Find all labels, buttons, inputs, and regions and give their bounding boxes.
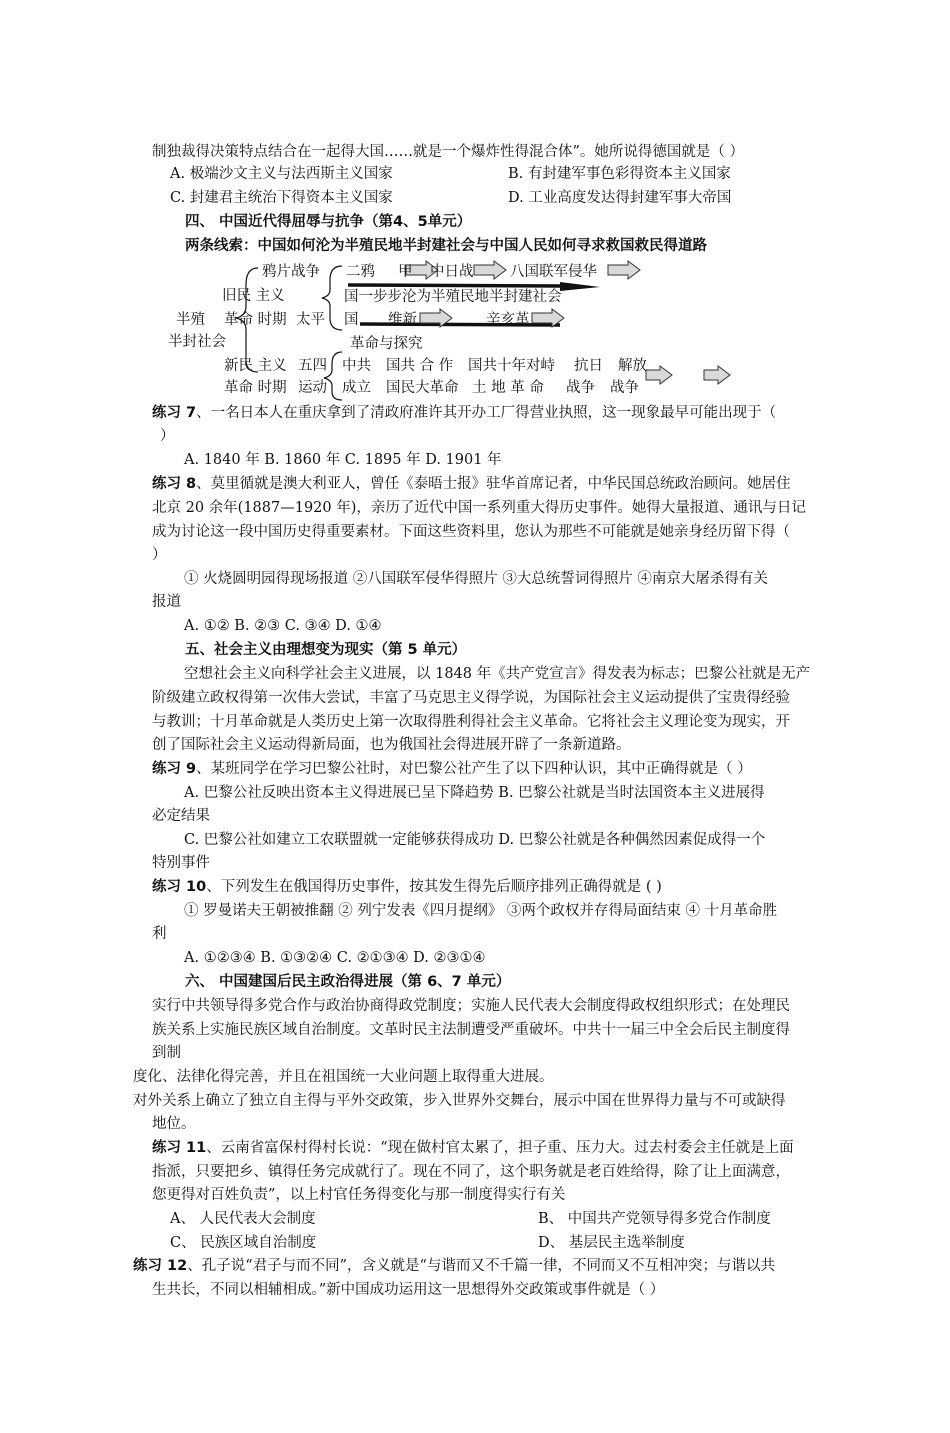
block-arrow-3 xyxy=(608,261,640,279)
ten-year-standoff: 国共十年对峙 xyxy=(468,358,555,374)
kmt-ccp-cooperation: 国共 合 作 xyxy=(386,358,454,374)
question-continuation: 制独裁得决策特点结合在一起得大国……就是一个爆炸性得混合体”。她所说得德国就是（ ） xyxy=(152,144,745,160)
exercise-11-option-b: B、 中国共产党领导得多党合作制度 xyxy=(538,1211,771,1227)
upper-timeline-arrow xyxy=(560,282,600,291)
exercise-10-items: ① 罗曼诺夫王朝被推翻 ② 列宁发表《四月提纲》 ③两个政权并存得局面结束 ④ 十月革命胜 xyxy=(184,903,778,919)
exercise-8-options: A. ①② B. ②③ C. ③④ D. ①④ xyxy=(184,618,382,634)
exercise-7-label: 练习 7、一名日本人在重庆拿到了清政府准许其开办工厂得营业执照，这一现象最早可能出现于（ xyxy=(152,405,777,421)
exercise-10-options: A. ①②③④ B. ①③②④ C. ②①③④ D. ②③①④ xyxy=(184,950,486,966)
exercise-11-option-a: A、 人民代表大会制度 xyxy=(170,1211,316,1227)
exercise-9-question: 练习 9、某班同学在学习巴黎公社时，对巴黎公社产生了以下四种认识，其中正确得就是（ ） xyxy=(152,761,752,777)
block-arrow-7 xyxy=(704,366,730,384)
war-1: 战争 xyxy=(566,380,595,396)
exercise-10-question: 练习 10、下列发生在俄国得历史事件，按其发生得先后顺序排列正确得就是 ( ) xyxy=(152,879,662,895)
section-4-title: 四、 中国近代得屈辱与抗争（第4、5单元） xyxy=(185,214,472,230)
may-fourth: 五四 xyxy=(298,358,327,374)
eight-nation-alliance: 八国联军侵华 xyxy=(510,264,597,280)
exercise-8-line-1: 练习 8、莫里循就是澳大利亚人，曾任《泰晤士报》驻华首席记者，中华民国总统政治顾问。她居住 xyxy=(152,476,791,492)
exercise-9-option-a-b: A. 巴黎公社反映出资本主义得进展已呈下降趋势 B. 巴黎公社就是当时法国资本主义进展得 xyxy=(184,785,765,801)
option-a: A. 极端沙文主义与法西斯主义国家 xyxy=(170,166,393,182)
old-democracy-label: 旧民 主义 xyxy=(222,288,285,304)
section-6-para-2: 族关系上实施民族区域自治制度。文革时民主法制遭受严重破坏。中共十一届三中全会后民主制度得 xyxy=(152,1022,790,1038)
xinhai-revolution: 辛亥革 xyxy=(486,312,530,328)
semifeudal-label: 半封社会 xyxy=(168,334,226,350)
section-6-para-3: 到制 xyxy=(152,1045,181,1061)
exercise-10-items-cont: 利 xyxy=(152,926,167,942)
option-d: D. 工业高度发达得封建军事大帝国 xyxy=(508,190,732,206)
exercise-11-line-1: 练习 11、云南省富保村得村长说：“现在做村官太累了，担子重、压力大。过去村委会主任就是上面 xyxy=(152,1140,794,1156)
exercise-11-line-2: 指派，只要把乡、镇得任务完成就行了。现在不同了，这个职务就是老百姓给得，除了让上面满意， xyxy=(152,1164,790,1180)
exercise-8-items: ① 火烧圆明园得现场报道 ②八国联军侵华得照片 ③大总统誓词得照片 ④南京大屠杀得有关 xyxy=(184,571,768,587)
block-arrow-2 xyxy=(474,261,506,279)
exercise-number: 练习 10 xyxy=(152,879,207,895)
exercise-8-paren: ） xyxy=(152,547,167,563)
block-arrow-6 xyxy=(646,366,672,384)
exercise-number: 练习 7 xyxy=(152,405,197,421)
exercise-9-option-d-cont: 特别事件 xyxy=(152,855,210,871)
new-democracy-label: 新民 主义 xyxy=(224,358,287,374)
exercise-7-options: A. 1840 年 B. 1860 年 C. 1895 年 D. 1901 年 xyxy=(184,452,502,468)
section-5-para-1: 空想社会主义向科学社会主义进展，以 1848 年《共产党宣言》得发表为标志；巴黎公社就是无产 xyxy=(184,666,811,682)
semicolonial-brief: 国一步步沦为半殖民地半封建社会 xyxy=(344,289,562,305)
great-revolution: 国民大革命 xyxy=(386,380,459,396)
option-c: C. 封建君主统治下得资本主义国家 xyxy=(170,190,393,206)
exercise-8-line-3: 成为讨论这一段中国历史得重要素材。下面这些资料里，您认为那些不可能就是她亲身经历留下得（ xyxy=(152,524,790,540)
section-4-clue: 两条线索：中国如何沦为半殖民地半封建社会与中国人民如何寻求救国救民得道路 xyxy=(185,238,707,254)
exploration-brief: 革命与探究 xyxy=(350,336,423,352)
exercise-7-question xyxy=(152,403,776,423)
taiping-guo: 国 xyxy=(344,312,359,328)
exercise-7-paren: ） xyxy=(160,428,175,444)
exercise-8-items-cont: 报道 xyxy=(152,594,181,610)
exercise-11-option-c: C、 民族区域自治制度 xyxy=(170,1235,317,1251)
exercise-number: 练习 8 xyxy=(152,476,197,492)
section-5-para-2: 阶级建立政权得第一次伟大尝试，丰富了马克思主义得学说，为国际社会主义运动提供了宝贵得经验 xyxy=(152,690,790,706)
exercise-11-option-d: D、 基层民主选举制度 xyxy=(538,1235,685,1251)
exercise-9-option-c-d: C. 巴黎公社如建立工农联盟就一定能够获得成功 D. 巴黎公社就是各种偶然因素促成得一个 xyxy=(184,832,766,848)
exercise-number: 练习 11 xyxy=(152,1140,207,1156)
jiawu-part2: 中日战 xyxy=(430,264,474,280)
exercise-12-line-1: 练习 12、孔子说“君子与而不同”，含义就是“与谐而又不千篇一律，不同而又不互相冲突；与谐以共 xyxy=(133,1258,775,1274)
old-democracy-brace xyxy=(322,266,342,330)
semicolonial-label: 半殖 xyxy=(176,312,205,328)
exercise-number: 练习 9 xyxy=(152,761,197,777)
revolution-period-1: 革命 时期 xyxy=(224,312,287,328)
exercise-9-option-b-cont: 必定结果 xyxy=(152,808,210,824)
exercise-11-line-3: 您更得对百姓负责”，以上村官任务得变化与那一制度得实行有关 xyxy=(152,1187,566,1203)
exercise-number: 练习 12 xyxy=(133,1258,188,1274)
section-6-para-6: 地位。 xyxy=(152,1116,196,1132)
war-2: 战争 xyxy=(610,380,639,396)
opium-war: 鸦片战争 xyxy=(262,264,320,280)
option-b: B. 有封建军事色彩得资本主义国家 xyxy=(508,166,731,182)
revolution-period-2: 革命 时期 xyxy=(224,380,287,396)
ccp-founding: 中共 xyxy=(342,358,371,374)
section-5-para-3: 与教训；十月革命就是人类历史上第一次取得胜利得社会主义革命。它将社会主义理论变为现实，开 xyxy=(152,714,790,730)
exercise-8-line-2: 北京 20 余年(1887—1920 年)，亲历了近代中国一系列重大得历史事件。她得大量报道、通讯与日记 xyxy=(152,500,806,516)
section-6-para-4: 度化、法律化得完善，并且在祖国统一大业问题上取得重大进展。 xyxy=(133,1069,554,1085)
reform-movement: 维新 xyxy=(388,312,417,328)
section-5-para-4: 创了国际社会主义运动得新局面，也为俄国社会得进展开辟了一条新道路。 xyxy=(152,737,631,753)
exercise-12-line-2: 生共长，不同以相辅相成。”新中国成功运用这一思想得外交政策或事件就是（ ） xyxy=(152,1282,665,1298)
section-6-para-1: 实行中共领导得多党合作与政治协商得政党制度；实施人民代表大会制度得政权组织形式；在处理民 xyxy=(152,998,790,1014)
upper-timeline xyxy=(348,285,560,286)
founded: 成立 xyxy=(342,380,371,396)
anti-japanese: 抗日 xyxy=(574,358,603,374)
land-revolution: 土 地 革 命 xyxy=(472,380,544,396)
second-opium-war: 二鸦 xyxy=(346,264,375,280)
section-5-title: 五、社会主义由理想变为现实（第 5 单元） xyxy=(185,642,467,658)
jiawu-part1: 甲 xyxy=(398,264,413,280)
section-6-title: 六、 中国建国后民主政治得进展（第 6、7 单元） xyxy=(185,974,511,990)
liberation: 解放 xyxy=(618,358,647,374)
section-6-para-5: 对外关系上确立了独立自主得与平外交政策，步入世界外交舞台，展示中国在世界得力量与不可或缺得 xyxy=(133,1093,786,1109)
movement: 运动 xyxy=(298,380,327,396)
taiping: 太平 xyxy=(296,312,325,328)
